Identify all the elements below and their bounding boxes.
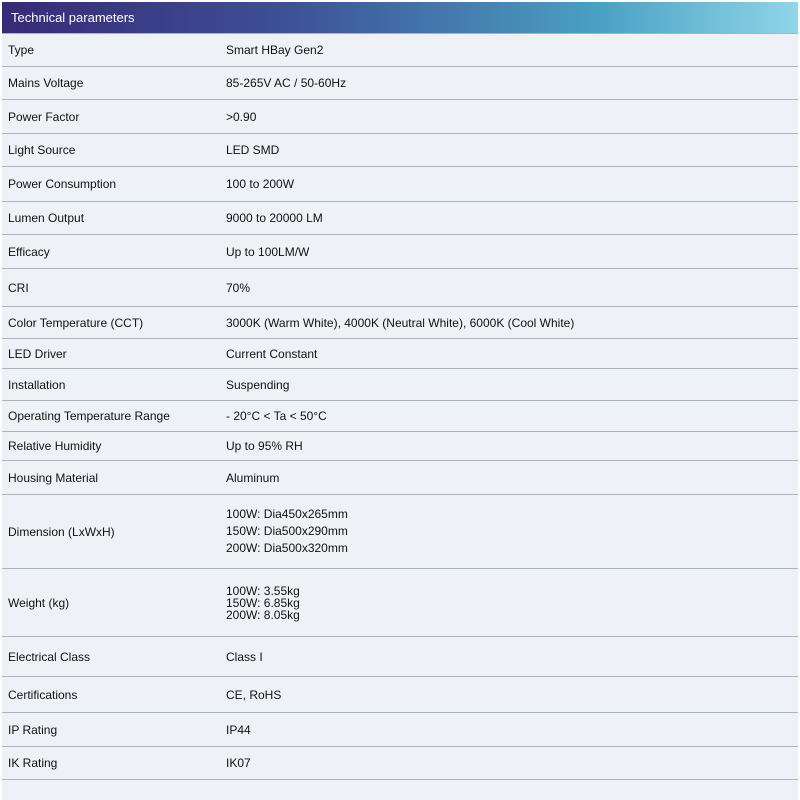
row-label: Electrical Class: [8, 649, 91, 664]
row-value: Up to 95% RH: [226, 439, 303, 453]
row-value: IK07: [226, 756, 251, 770]
table-row: [2, 67, 798, 100]
row-value: 85-265V AC / 50-60Hz: [226, 76, 347, 90]
row-value: 70%: [226, 280, 251, 295]
row-value: [220, 569, 798, 636]
row-value: 3000K (Warm White), 4000K (Neutral White), 6000K (Cool White): [226, 315, 575, 330]
table-row: [2, 100, 798, 134]
table-row: [2, 33, 798, 67]
table-row: [2, 401, 798, 432]
table-row: [2, 369, 798, 401]
row-label: Light Source: [8, 143, 76, 157]
table-row: [2, 495, 798, 569]
table-row: [2, 432, 798, 461]
table-row: [2, 713, 798, 747]
row-label: Dimension (LxWxH): [8, 524, 115, 539]
table-row: [2, 569, 798, 637]
row-label: Weight (kg): [8, 595, 70, 610]
row-label: IP Rating: [8, 722, 58, 737]
table-row: [2, 461, 798, 495]
value-line: 150W: 6.85kg: [226, 595, 300, 610]
table-row: [2, 269, 798, 307]
row-label: Color Temperature (CCT): [8, 315, 144, 330]
row-value: Smart HBay Gen2: [226, 43, 324, 57]
row-label: Lumen Output: [8, 211, 85, 225]
table-row: [2, 637, 798, 677]
section-title: Technical parameters: [11, 10, 135, 25]
row-value: - 20°C < Ta < 50°C: [226, 409, 327, 423]
section-header: [2, 2, 798, 33]
table-row: [2, 339, 798, 369]
row-value: 100 to 200W: [226, 177, 295, 191]
row-value: IP44: [226, 722, 251, 737]
row-value: >0.90: [226, 109, 257, 124]
row-value: Aluminum: [226, 470, 280, 485]
row-label: Power Consumption: [8, 177, 117, 191]
table-row: [2, 747, 798, 780]
row-label: Efficacy: [8, 244, 50, 259]
spec-sheet: [2, 2, 798, 800]
row-value: Current Constant: [226, 346, 318, 361]
row-label: Relative Humidity: [8, 439, 102, 453]
row-value: [220, 495, 798, 568]
table-row: [2, 307, 798, 339]
row-label: Type: [8, 43, 35, 57]
table-row: [2, 134, 798, 167]
row-label: Installation: [8, 377, 66, 392]
row-label: Power Factor: [8, 109, 80, 124]
row-label: LED Driver: [8, 346, 67, 361]
row-label: Housing Material: [8, 470, 99, 485]
footer-band: [2, 780, 798, 800]
table-row: [2, 167, 798, 202]
value-line: 150W: Dia500x290mm: [226, 524, 348, 538]
value-line: 100W: 3.55kg: [226, 583, 300, 598]
row-value: CE, RoHS: [226, 687, 282, 702]
value-line: 200W: Dia500x320mm: [226, 541, 348, 555]
row-value: Class I: [226, 649, 263, 664]
row-label: Mains Voltage: [8, 76, 84, 90]
value-line: 200W: 8.05kg: [226, 607, 300, 622]
row-value: Suspending: [226, 377, 290, 392]
table-row: [2, 677, 798, 713]
row-label: Operating Temperature Range: [8, 409, 170, 423]
table-row: [2, 202, 798, 235]
table-row: [2, 235, 798, 269]
row-label: CRI: [8, 280, 29, 295]
spec-table: [2, 33, 798, 780]
row-value: Up to 100LM/W: [226, 244, 310, 259]
row-value: 9000 to 20000 LM: [226, 211, 323, 225]
row-value: LED SMD: [226, 143, 280, 157]
row-label: IK Rating: [8, 756, 58, 770]
row-label: Certifications: [8, 687, 78, 702]
value-line: 100W: Dia450x265mm: [226, 507, 348, 521]
